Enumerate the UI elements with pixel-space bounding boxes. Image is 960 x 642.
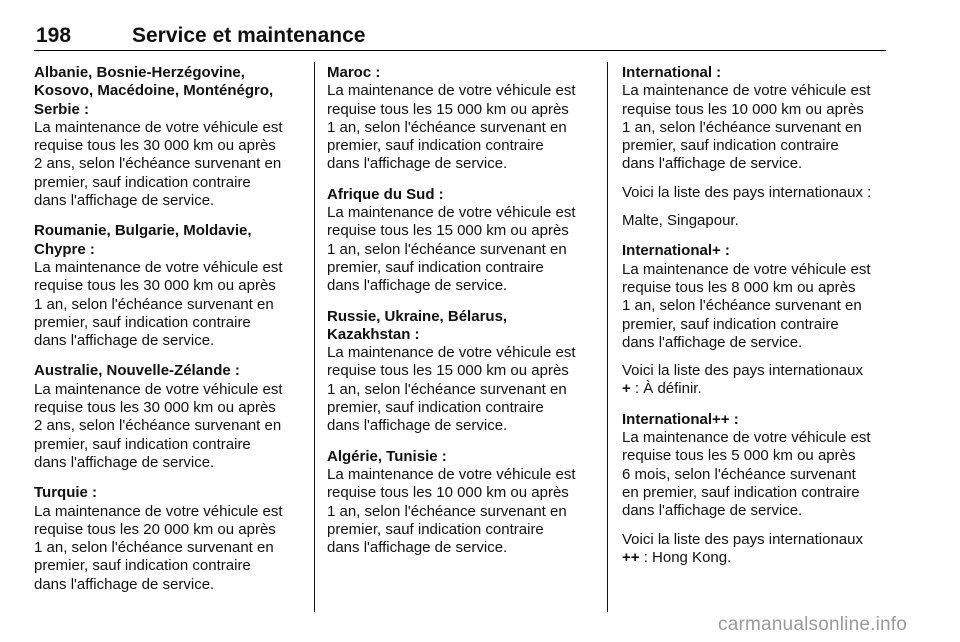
text-line: 1 an, selon l'échéance survenant en <box>327 380 567 398</box>
text-line: Voici la liste des pays internationaux <box>622 362 863 380</box>
text-line: requise tous les 30 000 km ou après <box>34 137 276 155</box>
text-line: dans l'affichage de service. <box>327 539 508 557</box>
text-line: La maintenance de votre véhicule est <box>327 204 576 222</box>
text-line: Voici la liste des pays internationaux : <box>622 183 872 201</box>
service-region-section <box>34 64 302 210</box>
column-divider <box>607 62 608 612</box>
section-heading <box>34 484 302 502</box>
text-line: premier, sauf indication contraire <box>34 557 251 575</box>
country-list-paragraph <box>622 531 890 568</box>
service-region-section <box>622 411 890 567</box>
service-region-section <box>327 64 595 174</box>
text-line: 1 an, selon l'échéance survenant en <box>34 539 274 557</box>
section-heading <box>327 308 595 345</box>
text-line: International++ : <box>622 410 739 428</box>
text-line: requise tous les 15 000 km ou après <box>327 100 569 118</box>
text-line <box>622 380 890 398</box>
text-line: dans l'affichage de service. <box>622 155 803 173</box>
text-line: 2 ans, selon l'échéance survenant en <box>34 155 282 173</box>
text-column-2 <box>327 64 595 569</box>
section-body <box>327 204 595 295</box>
text-line: premier, sauf indication contraire <box>327 399 544 417</box>
text-line: 1 an, selon l'échéance survenant en <box>327 118 567 136</box>
tier-symbol: ++ <box>622 548 640 566</box>
service-region-section <box>327 448 595 558</box>
text-line: Kosovo, Macédoine, Monténégro, <box>34 82 274 100</box>
text-line <box>622 549 890 567</box>
text-column-3 <box>622 64 890 579</box>
section-heading <box>34 64 302 119</box>
section-heading <box>622 242 890 260</box>
text-line: 1 an, selon l'échéance survenant en <box>622 118 862 136</box>
country-value: : À définir. <box>630 380 702 398</box>
section-body <box>622 261 890 352</box>
text-line: La maintenance de votre véhicule est <box>34 258 283 276</box>
text-line: Serbie : <box>34 100 90 118</box>
section-heading <box>622 64 890 82</box>
text-line: requise tous les 15 000 km ou après <box>327 362 569 380</box>
text-line: premier, sauf indication contraire <box>622 137 839 155</box>
section-heading <box>327 186 595 204</box>
text-line: 2 ans, selon l'échéance survenant en <box>34 417 282 435</box>
text-line: requise tous les 30 000 km ou après <box>34 399 276 417</box>
text-line: Voici la liste des pays internationaux <box>622 530 863 548</box>
text-line: La maintenance de votre véhicule est <box>327 344 576 362</box>
text-line: dans l'affichage de service. <box>327 277 508 295</box>
section-body <box>34 381 302 472</box>
page-number: 198 <box>36 24 72 47</box>
text-line: dans l'affichage de service. <box>34 453 215 471</box>
service-region-section <box>34 484 302 594</box>
text-line: Roumanie, Bulgarie, Moldavie, <box>34 222 252 240</box>
text-line: premier, sauf indication contraire <box>34 313 251 331</box>
section-body <box>34 259 302 350</box>
text-line: premier, sauf indication contraire <box>34 173 251 191</box>
service-region-section <box>327 186 595 296</box>
text-line: International : <box>622 64 722 81</box>
text-line: Maroc : <box>327 64 381 81</box>
text-line: Kazakhstan : <box>327 325 420 343</box>
text-line: premier, sauf indication contraire <box>327 520 544 538</box>
text-line: 1 an, selon l'échéance survenant en <box>327 240 567 258</box>
country-list-paragraph <box>622 362 890 399</box>
country-list-paragraph <box>622 184 890 202</box>
text-line: premier, sauf indication contraire <box>622 315 839 333</box>
section-heading <box>327 64 595 82</box>
text-line: requise tous les 10 000 km ou après <box>327 484 569 502</box>
service-region-section <box>327 308 595 436</box>
text-line: La maintenance de votre véhicule est <box>622 429 871 447</box>
text-line: premier, sauf indication contraire <box>327 258 544 276</box>
country-value: : Hong Kong. <box>639 548 732 566</box>
text-line: Afrique du Sud : <box>327 185 444 203</box>
text-line: 1 an, selon l'échéance survenant en <box>34 295 274 313</box>
text-line: La maintenance de votre véhicule est <box>327 82 576 100</box>
text-line: La maintenance de votre véhicule est <box>34 118 283 136</box>
text-line: requise tous les 30 000 km ou après <box>34 277 276 295</box>
header-rule <box>34 50 886 51</box>
text-line: dans l'affichage de service. <box>34 192 215 210</box>
text-line: requise tous les 10 000 km ou après <box>622 100 864 118</box>
text-line: La maintenance de votre véhicule est <box>327 465 576 483</box>
service-region-section <box>34 362 302 472</box>
text-line: Australie, Nouvelle-Zélande : <box>34 362 240 380</box>
text-line: Russie, Ukraine, Bélarus, <box>327 307 508 325</box>
section-heading <box>622 411 890 429</box>
text-line: La maintenance de votre véhicule est <box>622 82 871 100</box>
text-line: premier, sauf indication contraire <box>327 137 544 155</box>
text-line: en premier, sauf indication contraire <box>622 483 860 501</box>
text-line: Chypre : <box>34 240 95 258</box>
service-region-section <box>622 242 890 398</box>
section-body <box>34 119 302 210</box>
service-region-section <box>622 64 890 230</box>
text-line: requise tous les 8 000 km ou après <box>622 278 856 296</box>
section-body <box>327 466 595 557</box>
text-line: La maintenance de votre véhicule est <box>34 502 283 520</box>
text-line: requise tous les 5 000 km ou après <box>622 447 856 465</box>
text-column-1 <box>34 64 302 606</box>
section-body <box>34 503 302 594</box>
column-divider <box>314 62 315 612</box>
section-heading <box>34 222 302 259</box>
text-line: dans l'affichage de service. <box>34 332 215 350</box>
page-header <box>36 24 886 50</box>
text-line: requise tous les 20 000 km ou après <box>34 520 276 538</box>
text-line: La maintenance de votre véhicule est <box>622 260 871 278</box>
text-line: La maintenance de votre véhicule est <box>34 380 283 398</box>
text-line: dans l'affichage de service. <box>34 575 215 593</box>
section-body <box>327 82 595 173</box>
text-line: dans l'affichage de service. <box>327 155 508 173</box>
text-line: requise tous les 15 000 km ou après <box>327 222 569 240</box>
text-line: Malte, Singapour. <box>622 212 739 230</box>
text-line: Algérie, Tunisie : <box>327 447 447 465</box>
text-line: 1 an, selon l'échéance survenant en <box>622 297 862 315</box>
text-line: premier, sauf indication contraire <box>34 435 251 453</box>
text-line: dans l'affichage de service. <box>327 417 508 435</box>
service-region-section <box>34 222 302 350</box>
text-line: Turquie : <box>34 484 98 502</box>
country-list-paragraph <box>622 212 890 230</box>
section-body <box>622 429 890 520</box>
text-line: 1 an, selon l'échéance survenant en <box>327 502 567 520</box>
section-body <box>327 344 595 435</box>
text-line: International+ : <box>622 242 730 260</box>
section-heading <box>34 362 302 380</box>
text-line: 6 mois, selon l'échéance survenant <box>622 465 856 483</box>
text-line: Albanie, Bosnie-Herzégovine, <box>34 64 245 81</box>
tier-symbol: + <box>622 380 631 398</box>
text-line: dans l'affichage de service. <box>622 502 803 520</box>
section-heading <box>327 448 595 466</box>
section-body <box>622 82 890 173</box>
page-title: Service et maintenance <box>132 24 366 47</box>
text-line: dans l'affichage de service. <box>622 333 803 351</box>
watermark: carmanualsonline.info <box>718 614 908 635</box>
